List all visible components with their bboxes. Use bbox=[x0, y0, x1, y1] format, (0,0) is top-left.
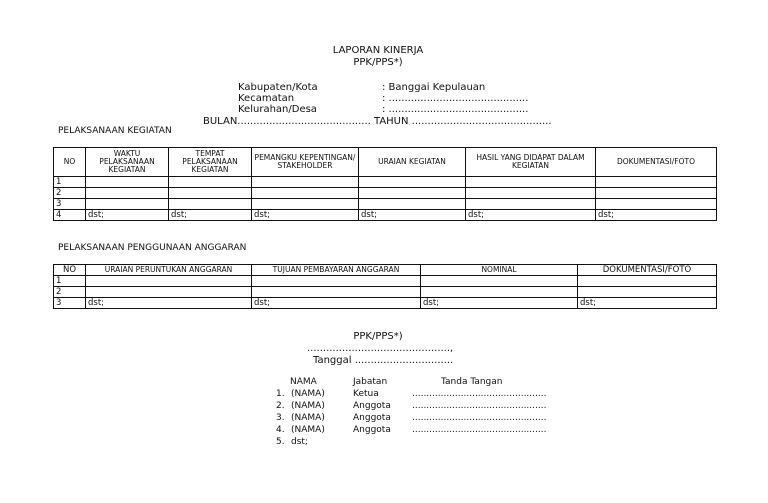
table-cell bbox=[421, 276, 578, 287]
table-cell: dst; bbox=[421, 298, 578, 309]
table-cell: dst; bbox=[578, 298, 717, 309]
table-row bbox=[54, 177, 717, 188]
table-cell: dst; bbox=[252, 298, 421, 309]
member-signature-line: ............................................... bbox=[412, 401, 547, 411]
table-cell bbox=[252, 276, 421, 287]
table-cell: 3 bbox=[54, 199, 86, 210]
signature-title: PPK/PPS*) bbox=[353, 331, 403, 342]
table-row bbox=[54, 188, 717, 199]
table-cell bbox=[359, 188, 466, 199]
table-cell bbox=[466, 188, 596, 199]
member-number: 5. bbox=[276, 437, 285, 447]
table-cell: dst; bbox=[359, 210, 466, 221]
table-cell bbox=[252, 287, 421, 298]
table-cell bbox=[359, 177, 466, 188]
table-header-row bbox=[54, 148, 717, 177]
signature-date-line: Tanggal ............................... bbox=[313, 355, 454, 366]
column-header: TUJUAN PEMBAYARAN ANGGARAN bbox=[252, 265, 421, 276]
column-header: URAIAN KEGIATAN bbox=[359, 148, 466, 177]
table-row bbox=[54, 199, 717, 210]
member-position: Anggota bbox=[353, 425, 391, 435]
column-header: DOKUMENTASI/FOTO bbox=[596, 148, 717, 177]
table-cell: dst; bbox=[596, 210, 717, 221]
table-cell bbox=[86, 199, 169, 210]
table-cell: dst; bbox=[169, 210, 252, 221]
table-cell bbox=[86, 188, 169, 199]
member-signature-line: ............................................... bbox=[412, 425, 547, 435]
table-row bbox=[54, 298, 717, 309]
activity-table bbox=[53, 147, 717, 221]
member-name: (NAMA) bbox=[291, 413, 325, 423]
table-row bbox=[54, 276, 717, 287]
field-label-kabupaten: Kabupaten/Kota bbox=[238, 82, 318, 93]
table-cell bbox=[578, 287, 717, 298]
table-header-row bbox=[54, 265, 717, 276]
table-cell bbox=[169, 188, 252, 199]
member-signature-line: ............................................... bbox=[412, 389, 547, 399]
table-cell bbox=[252, 199, 359, 210]
member-name: (NAMA) bbox=[291, 425, 325, 435]
table-cell: 4 bbox=[54, 210, 86, 221]
member-number: 3. bbox=[276, 413, 285, 423]
section2-title: PELAKSANAAN PENGGUNAAN ANGGARAN bbox=[58, 243, 247, 253]
field-value-kabupaten: : Banggai Kepulauan bbox=[382, 82, 486, 93]
table-cell bbox=[466, 177, 596, 188]
member-signature-line: ............................................... bbox=[412, 413, 547, 423]
table-cell bbox=[421, 287, 578, 298]
table-cell bbox=[596, 199, 717, 210]
member-name: (NAMA) bbox=[291, 401, 325, 411]
member-name: dst; bbox=[291, 437, 308, 447]
table-cell: dst; bbox=[466, 210, 596, 221]
table-cell bbox=[596, 177, 717, 188]
member-position: Anggota bbox=[353, 413, 391, 423]
column-header: TEMPAT PELAKSANAAN KEGIATAN bbox=[169, 148, 252, 177]
field-value-kecamatan: : ............................................ bbox=[382, 93, 529, 104]
table-row bbox=[54, 210, 717, 221]
budget-table bbox=[53, 264, 717, 309]
column-header-name: NAMA bbox=[290, 377, 317, 387]
table-cell: dst; bbox=[252, 210, 359, 221]
table-cell: dst; bbox=[86, 210, 169, 221]
table-cell bbox=[359, 199, 466, 210]
column-header: HASIL YANG DIDAPAT DALAM KEGIATAN bbox=[466, 148, 596, 177]
column-header: URAIAN PERUNTUKAN ANGGARAN bbox=[86, 265, 252, 276]
table-cell bbox=[86, 287, 252, 298]
member-position: Anggota bbox=[353, 401, 391, 411]
member-number: 2. bbox=[276, 401, 285, 411]
table-cell bbox=[252, 177, 359, 188]
signature-place-line: ............................................., bbox=[307, 343, 454, 354]
table-cell bbox=[578, 276, 717, 287]
table-cell bbox=[169, 199, 252, 210]
field-label-kelurahan: Kelurahan/Desa bbox=[238, 104, 317, 115]
column-header: DOKUMENTASI/FOTO bbox=[578, 265, 717, 276]
table-cell bbox=[252, 188, 359, 199]
table-cell: 2 bbox=[54, 287, 86, 298]
table-cell bbox=[86, 276, 252, 287]
member-number: 1. bbox=[276, 389, 285, 399]
member-name: (NAMA) bbox=[291, 389, 325, 399]
table-row bbox=[54, 287, 717, 298]
column-header-position: Jabatan bbox=[353, 377, 388, 387]
column-header: NO bbox=[54, 265, 86, 276]
table-cell: 1 bbox=[54, 276, 86, 287]
column-header-signature: Tanda Tangan bbox=[441, 377, 503, 387]
column-header: PEMANGKU KEPENTINGAN/ STAKEHOLDER bbox=[252, 148, 359, 177]
report-subtitle: PPK/PPS*) bbox=[353, 57, 403, 68]
field-value-kelurahan: : ............................................ bbox=[382, 104, 529, 115]
table-cell bbox=[466, 199, 596, 210]
column-header: NOMINAL bbox=[421, 265, 578, 276]
table-cell: 3 bbox=[54, 298, 86, 309]
table-cell: 2 bbox=[54, 188, 86, 199]
report-title: LAPORAN KINERJA bbox=[332, 45, 424, 56]
section1-title: PELAKSANAAN KEGIATAN bbox=[58, 126, 172, 136]
table-cell bbox=[86, 177, 169, 188]
column-header: NO bbox=[54, 148, 86, 177]
field-label-kecamatan: Kecamatan bbox=[238, 93, 295, 104]
period-line: BULAN.......................................... TAHUN ............................................ bbox=[203, 116, 552, 127]
member-position: Ketua bbox=[353, 389, 379, 399]
table-cell: dst; bbox=[86, 298, 252, 309]
member-number: 4. bbox=[276, 425, 285, 435]
column-header: WAKTU PELAKSANAAN KEGIATAN bbox=[86, 148, 169, 177]
table-cell: 1 bbox=[54, 177, 86, 188]
table-cell bbox=[596, 188, 717, 199]
table-cell bbox=[169, 177, 252, 188]
